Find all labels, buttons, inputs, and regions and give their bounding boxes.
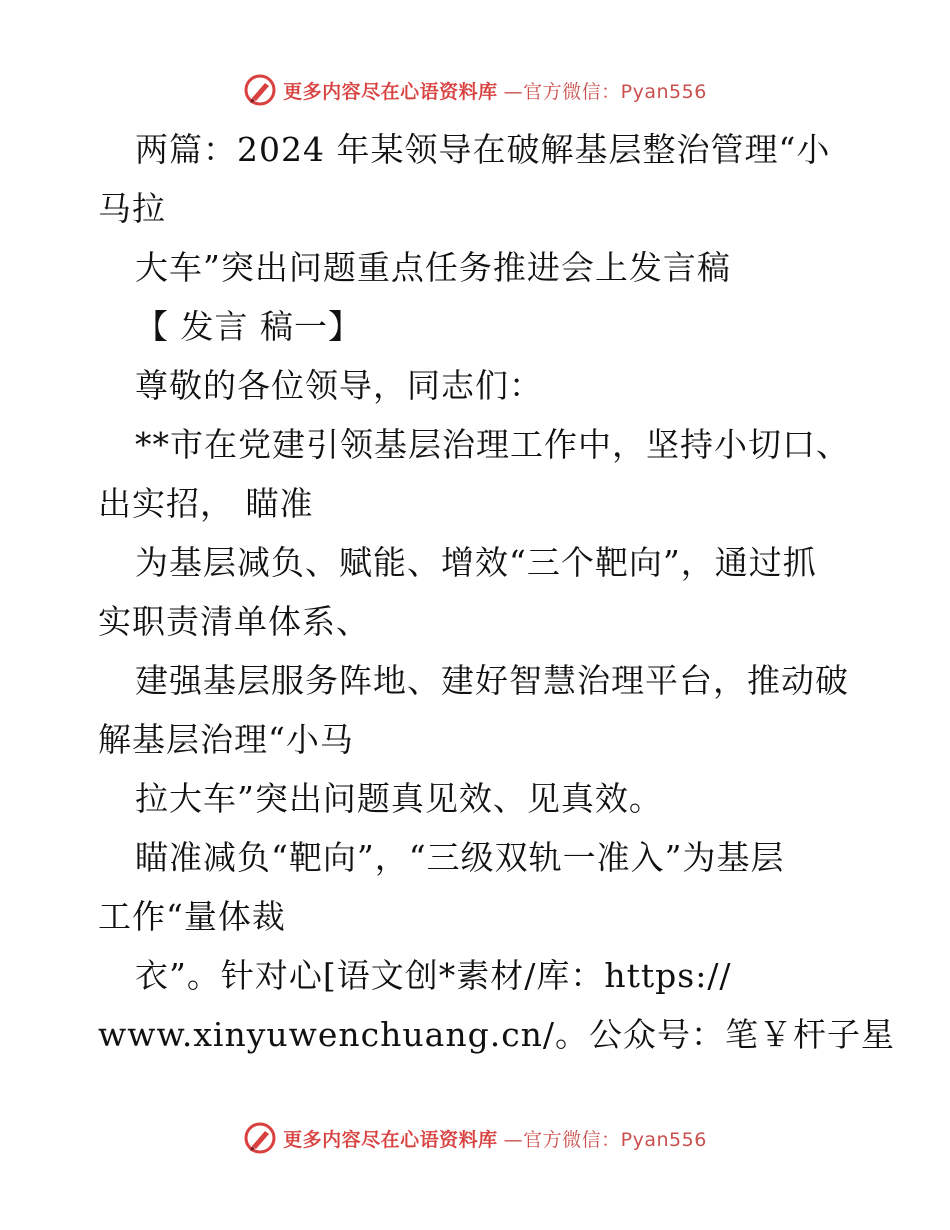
paragraph-line: 为基层减负、赋能、增效“三个靶向”，通过抓 [135, 543, 817, 582]
section-heading: 【 发言 稿一】 [135, 307, 362, 346]
paragraph-line: www.xinyuwenchuang.cn/。公众号：笔￥杆子星 [98, 1015, 896, 1054]
pen-logo-icon [243, 73, 277, 107]
footer-watermark-title: 更多内容尽在心语资料库 [283, 1128, 498, 1151]
doc-title-line-1: 两篇：2024 年某领导在破解基层整治管理“小 [135, 130, 831, 169]
doc-title-line-3: 大车”突出问题重点任务推进会上发言稿 [135, 248, 731, 287]
paragraph-line: 解基层治理“小马 [98, 720, 354, 759]
doc-title-line-2: 马拉 [98, 189, 166, 228]
paragraph-line: 出实招， 瞄准 [98, 484, 314, 523]
paragraph-line: 衣”。针对心[语文创*素材/库：https:// [135, 956, 732, 995]
paragraph-line: 建强基层服务阵地、建好智慧治理平台，推动破 [135, 661, 849, 700]
paragraph-line: 工作“量体裁 [98, 897, 286, 936]
document-body [98, 120, 896, 1064]
paragraph-line: 拉大车”突出问题真见效、见真效。 [135, 779, 663, 818]
salutation: 尊敬的各位领导，同志们： [135, 366, 543, 405]
header-watermark [0, 70, 950, 110]
paragraph-line: **市在党建引领基层治理工作中，坚持小切口、 [135, 425, 850, 464]
paragraph-line: 瞄准减负“靶向”，“三级双轨一准入”为基层 [135, 838, 785, 877]
header-watermark-title: 更多内容尽在心语资料库 [283, 80, 498, 103]
footer-watermark [0, 1118, 950, 1158]
header-watermark-contact: —官方微信：Pyan556 [503, 80, 707, 103]
footer-watermark-contact: —官方微信：Pyan556 [503, 1128, 707, 1151]
pen-logo-icon [243, 1121, 277, 1155]
paragraph-line: 实职责清单体系、 [98, 602, 370, 641]
